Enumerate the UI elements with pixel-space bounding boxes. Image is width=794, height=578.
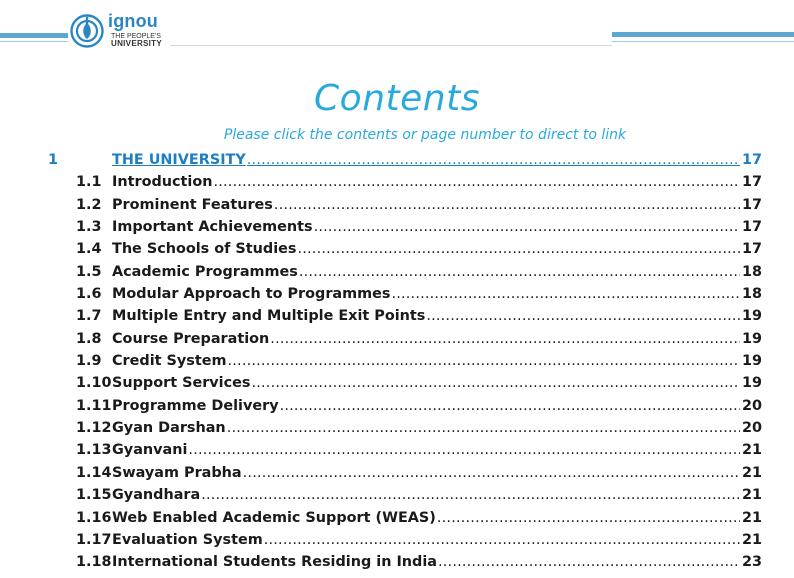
toc-entry[interactable] bbox=[0, 261, 794, 283]
toc-entry-label[interactable]: Multiple Entry and Multiple Exit Points bbox=[112, 308, 426, 325]
toc-dot-leader bbox=[213, 171, 739, 193]
toc-entry[interactable] bbox=[0, 149, 794, 171]
toc-entry-label[interactable]: Course Preparation bbox=[112, 330, 270, 347]
toc-entry-link[interactable] bbox=[112, 328, 762, 350]
toc-entry-number: 1.14 bbox=[76, 464, 112, 481]
page-subtitle: Please click the contents or page number to direct to link bbox=[223, 127, 627, 143]
toc-dot-leader bbox=[299, 261, 740, 283]
toc-entry-link[interactable] bbox=[112, 305, 762, 327]
ignou-emblem-icon bbox=[70, 14, 104, 48]
toc-entry-page[interactable]: 21 bbox=[741, 487, 762, 504]
toc-entry-page[interactable]: 21 bbox=[741, 509, 762, 526]
toc-entry-number: 1.8 bbox=[76, 330, 102, 347]
toc-entry[interactable] bbox=[0, 551, 794, 573]
toc-dot-leader bbox=[314, 216, 740, 238]
toc-entry-number: 1.13 bbox=[76, 442, 112, 459]
toc-entry-label[interactable]: Swayam Prabha bbox=[112, 464, 242, 481]
toc-entry[interactable] bbox=[0, 283, 794, 305]
toc-entry-number: 1.7 bbox=[76, 308, 102, 325]
toc-entry[interactable] bbox=[0, 484, 794, 506]
toc-dot-leader bbox=[426, 305, 740, 327]
toc-entry[interactable] bbox=[0, 238, 794, 260]
toc-entry-number: 1.5 bbox=[76, 263, 102, 280]
toc-entry-page[interactable]: 17 bbox=[741, 241, 762, 258]
toc-entry-link[interactable] bbox=[112, 216, 762, 238]
toc-entry-page[interactable]: 18 bbox=[741, 263, 762, 280]
toc-entry[interactable] bbox=[0, 216, 794, 238]
toc-dot-leader bbox=[228, 350, 740, 372]
toc-entry-number: 1.9 bbox=[76, 353, 102, 370]
page-title: Contents bbox=[314, 78, 480, 119]
toc-entry-page[interactable]: 18 bbox=[741, 286, 762, 303]
toc-entry[interactable] bbox=[0, 507, 794, 529]
toc-entry-number: 1.1 bbox=[76, 174, 102, 191]
toc-entry-page[interactable]: 19 bbox=[741, 375, 762, 392]
toc-entry-page[interactable]: 17 bbox=[741, 196, 762, 213]
toc-entry-number: 1.2 bbox=[76, 196, 102, 213]
header-bar-left bbox=[0, 33, 68, 38]
toc-entry-link[interactable] bbox=[112, 395, 762, 417]
toc-dot-leader bbox=[251, 372, 739, 394]
toc-entry-link[interactable] bbox=[112, 149, 762, 171]
toc-dot-leader bbox=[391, 283, 740, 305]
toc-entry[interactable] bbox=[0, 417, 794, 439]
toc-entry-number: 1.15 bbox=[76, 487, 112, 504]
toc-dot-leader bbox=[264, 529, 740, 551]
toc-entry[interactable] bbox=[0, 462, 794, 484]
toc-entry-number: 1.3 bbox=[76, 219, 102, 236]
toc-dot-leader bbox=[280, 395, 740, 417]
toc-entry-page[interactable]: 21 bbox=[741, 464, 762, 481]
toc-entry-number: 1.18 bbox=[76, 554, 112, 571]
header-rule-right bbox=[612, 41, 794, 42]
toc-entry-link[interactable] bbox=[112, 551, 762, 573]
toc-entry-number: 1.12 bbox=[76, 420, 112, 437]
toc-entry[interactable] bbox=[0, 328, 794, 350]
toc-entry-link[interactable] bbox=[112, 238, 762, 260]
toc-entry-page[interactable]: 17 bbox=[741, 174, 762, 191]
toc-entry-link[interactable] bbox=[112, 171, 762, 193]
toc-entry-link[interactable] bbox=[112, 417, 762, 439]
toc-dot-leader bbox=[438, 551, 740, 573]
toc-entry-link[interactable] bbox=[112, 507, 762, 529]
toc-entry[interactable] bbox=[0, 194, 794, 216]
logo-tagline-line2: UNIVERSITY bbox=[111, 39, 163, 48]
toc-entry[interactable] bbox=[0, 171, 794, 193]
toc-entry-link[interactable] bbox=[112, 372, 762, 394]
logo-tagline bbox=[111, 33, 162, 48]
table-of-contents bbox=[0, 149, 794, 574]
toc-dot-leader bbox=[247, 149, 740, 171]
toc-entry-number: 1.10 bbox=[76, 375, 112, 392]
toc-entry-label[interactable]: The Schools of Studies bbox=[112, 241, 297, 258]
logo-wordmark: ignou bbox=[108, 11, 158, 31]
toc-entry-number: 1.16 bbox=[76, 509, 112, 526]
toc-entry-link[interactable] bbox=[112, 194, 762, 216]
toc-entry-page[interactable]: 21 bbox=[741, 531, 762, 548]
toc-entry[interactable] bbox=[0, 350, 794, 372]
toc-entry[interactable] bbox=[0, 372, 794, 394]
toc-entry-link[interactable] bbox=[112, 283, 762, 305]
toc-entry-page[interactable]: 17 bbox=[741, 152, 762, 168]
toc-entry-label[interactable]: Web Enabled Academic Support (WEAS) bbox=[112, 509, 436, 526]
toc-entry-link[interactable] bbox=[112, 261, 762, 283]
toc-entry-page[interactable]: 19 bbox=[741, 330, 762, 347]
toc-entry-page[interactable]: 23 bbox=[741, 554, 762, 571]
toc-entry-label[interactable]: Introduction bbox=[112, 174, 213, 191]
toc-entry-label[interactable]: Modular Approach to Programmes bbox=[112, 286, 391, 303]
toc-entry[interactable] bbox=[0, 395, 794, 417]
toc-entry-label[interactable]: Programme Delivery bbox=[112, 397, 279, 414]
toc-entry-link[interactable] bbox=[112, 484, 762, 506]
toc-entry[interactable] bbox=[0, 305, 794, 327]
toc-entry-number: 1 bbox=[48, 152, 59, 168]
toc-dot-leader bbox=[437, 507, 740, 529]
toc-entry-page[interactable]: 20 bbox=[741, 420, 762, 437]
toc-entry-label[interactable]: Prominent Features bbox=[112, 196, 273, 213]
toc-dot-leader bbox=[274, 194, 740, 216]
toc-entry-page[interactable]: 17 bbox=[741, 219, 762, 236]
toc-dot-leader bbox=[188, 439, 740, 461]
toc-entry-label[interactable]: Gyandhara bbox=[112, 487, 201, 504]
header-bar-right bbox=[612, 32, 794, 37]
ignou-logo bbox=[70, 12, 180, 52]
toc-entry-link[interactable] bbox=[112, 462, 762, 484]
header-rule-middle bbox=[170, 45, 612, 46]
toc-entry[interactable] bbox=[0, 439, 794, 461]
toc-entry-label[interactable]: International Students Residing in India bbox=[112, 554, 437, 571]
toc-entry-link[interactable] bbox=[112, 439, 762, 461]
toc-dot-leader bbox=[297, 238, 740, 260]
toc-entry-number: 1.11 bbox=[76, 397, 112, 414]
toc-entry-page[interactable]: 20 bbox=[741, 397, 762, 414]
toc-entry-page[interactable]: 19 bbox=[741, 308, 762, 325]
toc-entry-number: 1.6 bbox=[76, 286, 102, 303]
toc-dot-leader bbox=[270, 328, 740, 350]
toc-entry-label[interactable]: THE UNIVERSITY bbox=[112, 152, 246, 168]
toc-dot-leader bbox=[227, 417, 740, 439]
toc-entry-label[interactable]: Important Achievements bbox=[112, 219, 313, 236]
toc-entry-label[interactable]: Gyanvani bbox=[112, 442, 188, 459]
toc-entry-label[interactable]: Support Services bbox=[112, 375, 251, 392]
toc-entry-page[interactable]: 21 bbox=[741, 442, 762, 459]
toc-entry-page[interactable]: 19 bbox=[741, 353, 762, 370]
toc-dot-leader bbox=[201, 484, 740, 506]
toc-entry-label[interactable]: Credit System bbox=[112, 353, 227, 370]
toc-entry-number: 1.17 bbox=[76, 531, 112, 548]
toc-dot-leader bbox=[243, 462, 740, 484]
toc-entry-link[interactable] bbox=[112, 350, 762, 372]
toc-entry[interactable] bbox=[0, 529, 794, 551]
toc-entry-number: 1.4 bbox=[76, 241, 102, 258]
toc-entry-label[interactable]: Evaluation System bbox=[112, 531, 263, 548]
toc-entry-label[interactable]: Gyan Darshan bbox=[112, 420, 226, 437]
toc-entry-label[interactable]: Academic Programmes bbox=[112, 263, 298, 280]
header-rule-left bbox=[0, 41, 68, 42]
logo-tagline-line1: THE PEOPLE'S bbox=[111, 33, 161, 40]
toc-entry-link[interactable] bbox=[112, 529, 762, 551]
